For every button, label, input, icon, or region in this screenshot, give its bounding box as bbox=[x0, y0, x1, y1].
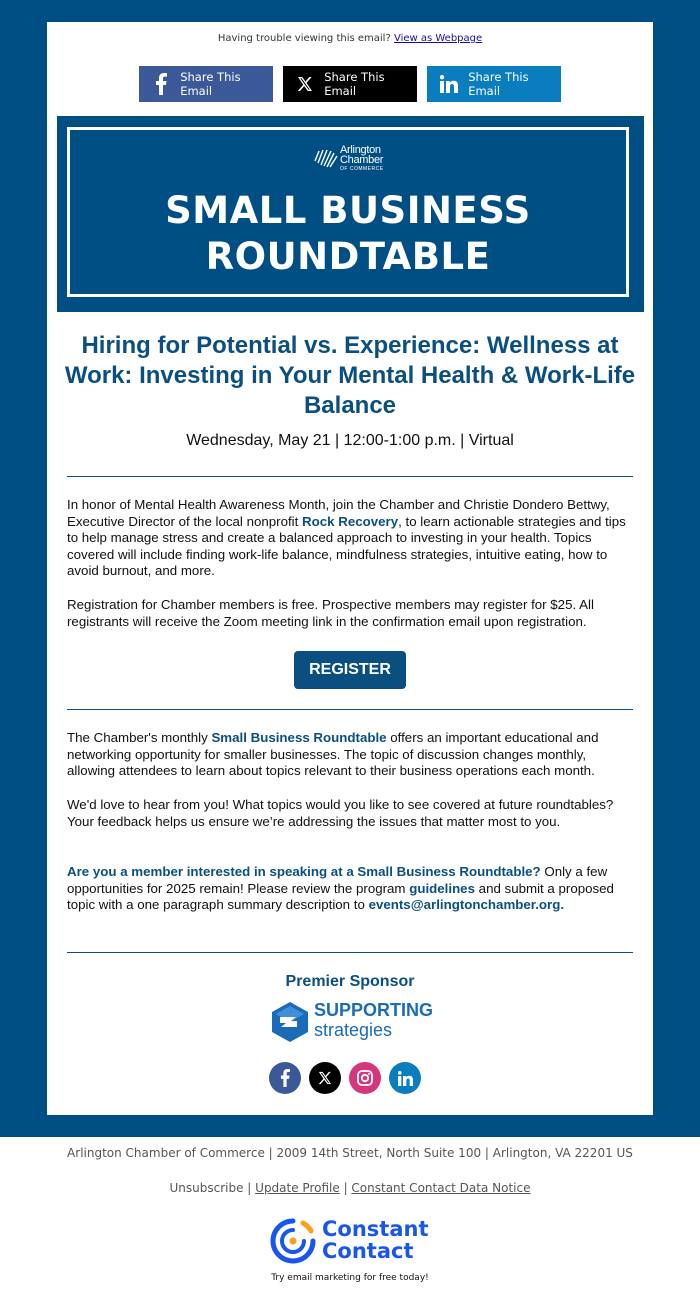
constant-contact-wordmark: Constant Contact bbox=[322, 1217, 429, 1263]
x-icon bbox=[293, 72, 316, 96]
banner-title-line-1: SMALL BUSINESS bbox=[165, 189, 531, 232]
sponsor-logo[interactable] bbox=[271, 1000, 434, 1042]
speaker-paragraph: Are you a member interested in speaking at a Small Business Roundtable? Only a few opportunities for 2025 remain! Please review the program guidelines and submit a proposed topic with a one paragraph summary description to events@arlingtonchamber.org. bbox=[67, 864, 614, 913]
small-business-roundtable-link[interactable]: Small Business Roundtable bbox=[211, 730, 387, 745]
linkedin-icon[interactable] bbox=[389, 1062, 421, 1094]
share-facebook-button[interactable] bbox=[139, 66, 273, 102]
data-notice-link[interactable]: Constant Contact Data Notice bbox=[351, 1181, 531, 1195]
unsubscribe-link[interactable]: Unsubscribe bbox=[169, 1181, 244, 1195]
divider bbox=[67, 476, 633, 477]
footer-address: Arlington Chamber of Commerce | 2009 14th Street, North Suite 100 | Arlington, VA 22201 US bbox=[67, 1146, 633, 1160]
x-icon[interactable] bbox=[309, 1062, 341, 1094]
speaker-interest-link[interactable]: Are you a member interested in speaking at a Small Business Roundtable? bbox=[67, 864, 541, 879]
constant-contact-tagline[interactable]: Try email marketing for free today! bbox=[271, 1273, 429, 1283]
chamber-logo-icon bbox=[313, 147, 339, 169]
share-x-label: Share This Email bbox=[324, 70, 385, 98]
feedback-paragraph: We'd love to hear from you! What topics would you like to see covered at future roundtables? Your feedback helps us ensure we’re addressing the issues that matter most to you. bbox=[67, 797, 614, 829]
email-card bbox=[47, 22, 653, 1115]
chamber-logo-text bbox=[340, 145, 384, 173]
constant-contact-icon bbox=[270, 1218, 316, 1264]
footer-links: Unsubscribe | Update Profile | Constant Contact Data Notice bbox=[169, 1181, 531, 1195]
view-as-webpage-link[interactable]: View as Webpage bbox=[393, 33, 483, 44]
facebook-icon[interactable] bbox=[269, 1062, 301, 1094]
instagram-icon[interactable] bbox=[349, 1062, 381, 1094]
share-linkedin-label: Share This Email bbox=[468, 70, 529, 98]
premier-sponsor-label: Premier Sponsor bbox=[285, 973, 415, 990]
logo-line-3: OF COMMERCE bbox=[340, 166, 384, 172]
share-x-button[interactable] bbox=[283, 66, 417, 102]
events-email-link[interactable]: events@arlingtonchamber.org bbox=[368, 897, 561, 913]
sponsor-logo-icon bbox=[271, 1002, 309, 1042]
intro-paragraph: In honor of Mental Health Awareness Month, join the Chamber and Christie Dondero Bettwy, Executive Director of the local nonprofit Rock Recovery, to learn actionable strategies and tips to help manage stress and create a balanced approach to investing in your health. Topics covered will include finding work-life balance, mindfulness strategies, intuitive eating, how to avoid burnout, and more. bbox=[67, 497, 626, 579]
roundtable-paragraph: The Chamber's monthly Small Business Roundtable offers an important educational and networking opportunity for smaller businesses. The topic of discussion changes monthly, allowing attendees to learn about topics relevant to their business operations each month. bbox=[67, 730, 599, 779]
share-linkedin-button[interactable] bbox=[427, 66, 561, 102]
share-row bbox=[139, 66, 561, 102]
sponsor-name-line-2: strategies bbox=[314, 1020, 393, 1040]
registration-paragraph: Registration for Chamber members is free. Prospective members may register for $25. All registrants will receive the Zoom meeting link in the confirmation email upon registration. bbox=[67, 597, 594, 629]
banner-frame bbox=[67, 127, 629, 297]
event-banner bbox=[57, 116, 644, 312]
social-links bbox=[269, 1062, 421, 1094]
guidelines-link[interactable]: guidelines bbox=[409, 880, 475, 896]
constant-contact-logo[interactable] bbox=[270, 1218, 440, 1266]
banner-title-line-2: ROUNDTABLE bbox=[205, 235, 491, 278]
share-facebook-label: Share This Email bbox=[180, 70, 241, 98]
view-online-bar bbox=[47, 33, 653, 44]
rock-recovery-link[interactable]: Rock Recovery bbox=[302, 513, 399, 529]
divider bbox=[67, 709, 633, 710]
event-details: Wednesday, May 21 | 12:00-1:00 p.m. | Virtual bbox=[186, 432, 514, 449]
facebook-icon bbox=[149, 72, 172, 96]
trouble-text: Having trouble viewing this email? bbox=[217, 33, 391, 44]
register-button[interactable]: REGISTER bbox=[294, 651, 406, 689]
event-headline: Hiring for Potential vs. Experience: Wellness at Work: Investing in Your Mental Health & Work-Life Balance bbox=[64, 332, 636, 419]
banner-title bbox=[70, 188, 626, 280]
divider bbox=[67, 952, 633, 953]
logo-line-1: Arlington bbox=[340, 144, 381, 156]
sponsor-name-line-1: SUPPORTING bbox=[314, 1000, 434, 1020]
logo-line-2: Chamber bbox=[340, 154, 384, 166]
linkedin-icon bbox=[437, 72, 460, 96]
update-profile-link[interactable]: Update Profile bbox=[255, 1181, 340, 1195]
